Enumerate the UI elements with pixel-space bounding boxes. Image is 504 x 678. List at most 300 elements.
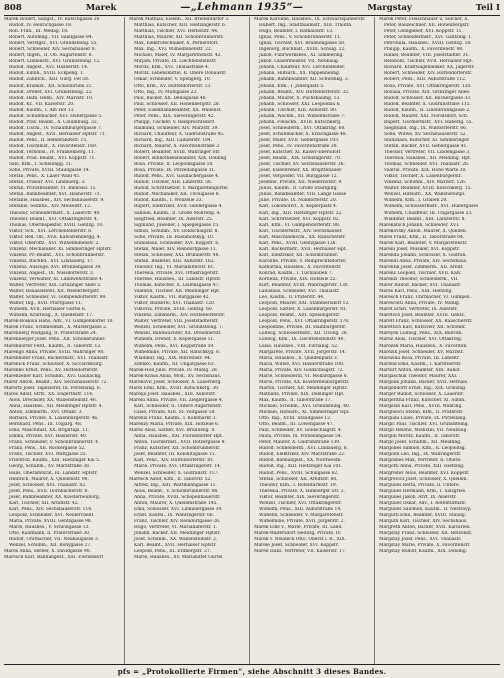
directory-entry: Robert, Schneider, XIV. Sechshauser 8. xyxy=(9,47,96,53)
directory-entry: Wenzel, Tischler, XVI. Ottakringerstr. xyxy=(259,500,343,506)
directory-entry: Stefan, Beamter, XIII. Auhofstr. 162. xyxy=(134,258,216,264)
directory-entry: Karl, Pens., XIV. Sechshauserstr. 114. xyxy=(9,506,93,512)
directory-entry: Luise, Private, XIII. St. Veitgasse 18. xyxy=(134,410,216,416)
directory-entry: Vinzenz, Mechaniker, XI. Simmeringer Hptstr. xyxy=(9,246,112,252)
directory-entry: Julie, Private, IX. Nußdorferstr. 20. xyxy=(259,198,338,204)
directory-entry: Kurt, Beamter, XVIII. Währingerstr. 130. xyxy=(259,283,349,289)
directory-entry: Matthias, Maurer, XII. Schönbrunnerstr. xyxy=(134,35,224,41)
directory-entry: Theodor, Vertreter, VII. Lindengasse 3. xyxy=(384,150,471,156)
directory-entry: Ludwig, Kfm., IX. Liechtensteinstr. 40. xyxy=(259,337,345,343)
directory-entry: Josef, Schlosser, XVI. Thaliastr. 82. xyxy=(9,482,87,488)
directory-entry: Walter, Ing., XVII. Pfarrgasse 11. xyxy=(9,301,83,307)
directory-entry: Walter, Schneider, VI. Gumpendorferstr. 98. xyxy=(9,295,107,301)
directory-entry: Stefan, Schlosser, XXI. Brünnerstr. 48. xyxy=(134,252,220,258)
directory-entry: Rudolf, Pens., II. Rembrandtstr. 15. xyxy=(9,137,88,143)
directory-entry: Maria, Private, XVIII. Gentzgasse 98. xyxy=(9,518,92,524)
directory-entry: Marele Josef, Schneider, XVI. Koppstr. xyxy=(254,543,339,549)
directory-entry: Josef, Tischler, XV. Sechshauserstr. 36. xyxy=(259,162,345,168)
directory-entry: Paul, Schneider, XV. Goldschlagstr. 4. xyxy=(259,428,343,434)
page-header xyxy=(4,2,500,14)
directory-entry: Josef, Schneiderm., XVI. Ottakring. 60. xyxy=(259,125,346,131)
directory-entry: Johann, Maurer, X. Puchsbaumg. 13. xyxy=(259,95,341,101)
directory-entry: Rudolf, Hafn. Hebb., XIV. Märzstr. 10. xyxy=(9,95,94,101)
directory-entry: Emma, Private, XVI. Hasnerstr. 40. xyxy=(9,434,88,440)
directory-entry: Marekovsky Anton, Maurer, X. Quellen. xyxy=(379,228,468,234)
directory-entry: Margstay Rudolf, Kaufm., XIX. Döbling. xyxy=(379,549,468,555)
directory-entry: Margendorff Ernst, Ing., XIX. Grinzing. xyxy=(379,385,467,391)
directory-entry: Johann, Chauffeur, XVI. Lerchenfelder. xyxy=(259,65,346,71)
directory-entry: Marer Rudolf, Bäcker, XVI. Thaliastr. xyxy=(379,283,462,289)
directory-entry: Margulies Oskar, Adv., I. Rotenturmstr. xyxy=(379,500,467,506)
directory-entry: Stefan, Pens., X. Laaer Wald 45. xyxy=(9,174,81,180)
directory-entry: Jakob, Glasermeister, VII. Neubaug. xyxy=(259,59,340,65)
directory-entry: Rosa, Private, XVI. Ottakringerstr. 120. xyxy=(384,83,472,89)
directory-entry: Marenzeller Karl, Schuhm., XVI. Gaullachg. xyxy=(4,373,102,379)
directory-entry: Margo Josef, Schuhm., XII. Meidling. xyxy=(379,440,462,446)
directory-entry: Ladislaus, Schneider, XVI. Thaliastr. xyxy=(259,289,340,295)
directory-entry: Margulies Hermann, Kfm., I. Salzgries. xyxy=(379,488,467,494)
directory-entry: Sofie, Private, XVIII. Staudgasse 14. xyxy=(9,168,90,174)
directory-entry: Viktor, Kaufm., VII. Burggasse 42. xyxy=(134,295,210,301)
directory-column-3 xyxy=(254,17,375,664)
directory-entry: Rudolf, Maurer, XXI. Floridsdorf, Sch. xyxy=(384,113,469,119)
directory-entry: Viktor, Beamter, XIX. Sieveringerstr. xyxy=(259,494,341,500)
directory-entry: Marertz Josef, Tapezierer, IX. Porzellang. 6. xyxy=(4,385,102,391)
directory-entry: Petronilla, Hausbes., XVIII. Gentzg. 18. xyxy=(384,41,472,47)
directory-entry: Marenhofer Franz, Bäckermstr., XVI. Thaliastr. xyxy=(4,355,109,361)
directory-entry: Theodor, Kfm., I. Rotenturmstr. 19. xyxy=(259,482,338,488)
directory-entry: Rudolf, IV. Heurichgasse 18. xyxy=(9,23,73,29)
directory-entry: Marenko Ernst, Pens., XV. Hütteldorferstr. xyxy=(4,367,99,373)
directory-entry: Peter, Gelbgießer, XVI. Koppstr. 11. xyxy=(384,29,463,35)
directory-entry: Karl, Schriftsetzer, XVI. Koppstr. 82. xyxy=(259,216,340,222)
directory-entry: Stefan, Bäcker, XVII. Geblergasse 41. xyxy=(384,143,468,149)
directory-entry: Margulies Berta, Private, II. Untere. xyxy=(379,482,460,488)
directory-entry: Rudolf, Pens., XVI. Gaullachergasse 4. xyxy=(134,174,220,180)
directory-entry: Josef, Schuhm., XX. Wallensteinstr. 2. xyxy=(134,537,218,543)
directory-entry: Zdenko, Kaufm., III. Ungargasse 63. xyxy=(134,361,216,367)
directory-entry: Viktor, Bed. Ob., XVII. Kalvarienbergg. 4. xyxy=(9,234,101,240)
directory-entry: Marguth Karl, Tischler, XIV. Sechshaus. xyxy=(379,518,468,524)
directory-entry: Rudolf, Kr., VII. Kaiserstr. 20. xyxy=(9,101,75,107)
directory-entry: Maria, Private, XIV. Goldschlagstr. 72. xyxy=(259,367,344,373)
directory-entry: Valentin, Tischler, XII. Meidlinger Hpt. xyxy=(134,289,221,295)
directory-entry: Marer Anton, Beamt., XIV. Sechshauserstr. 72. xyxy=(4,379,108,385)
directory-entry: Wilhelm, Pens., XVI. Koppstraße 59. xyxy=(134,343,215,349)
directory-entry: Stefan, Bankbeamter, XVI. Hasnerstr. 73. xyxy=(9,192,101,198)
directory-entry: Heinrich, Maurer, X. Quellenstr. 98. xyxy=(9,476,89,482)
directory-entry: Leopold, Schneider, XVI. Neulerchenf. xyxy=(9,512,95,518)
directory-entry: Robert, Automng., VII. Sandgasse 84. xyxy=(9,35,94,41)
directory-entry: Therese, Hausbes., III. Landstr. Hptstr. xyxy=(134,277,222,283)
directory-entry: Karoline, Private, V. Reinprechtsdorfer. xyxy=(259,258,347,264)
directory-entry: Sigmund, Juwelier, I. Spiegelgasse 15. xyxy=(134,222,220,228)
directory-entry: Josefine, Private, XII. Niederhofstr. 9. xyxy=(259,180,343,186)
directory-entry: Marescotti Anna, Private, IV. Mühlg. xyxy=(379,301,461,307)
directory-entry: Margreiter Alois, Beamter, XVI. Koppstr. xyxy=(379,470,470,476)
directory-entry: Maria, Witwe, XVI. Hasnerstraße 108. xyxy=(259,361,345,367)
directory-entry: Hubert, Ing., Stadtbaumstr., XIII. Trautm. xyxy=(259,23,353,29)
directory-entry: Rudolf, Tischl., IV. Schaumburgergasse 7. xyxy=(9,125,102,131)
directory-entry: Marez Alois, Tischler, XVI. Ottakring. xyxy=(379,337,463,343)
directory-entry: Josef, Beamt., XIX. Grinzingerstr. 70. xyxy=(259,156,342,162)
directory-entry: Marenberg Wolfgang, II. Praterstraße 24. xyxy=(4,331,98,337)
directory-entry: Karl, Tischler, XII. Arndtstr. 42. xyxy=(9,500,79,506)
directory-entry: Robert, Ingen., II. Ob. Augartenstr. 8. xyxy=(9,53,93,59)
directory-entry: Richard, Chauffeur, X. Gudrunstraße 45. xyxy=(134,131,225,137)
directory-entry: Paul, Bäcker, XX. Denisgasse 48. xyxy=(134,95,207,101)
directory-entry: Marenick Franz, Schlosser, X. Siccardsburg. xyxy=(4,361,104,367)
directory-entry: Margstay Franz, Schlosser, XII. Hetzendf. xyxy=(379,530,473,536)
directory-entry: Karl, Pens., XVIII. Gentzgasse 126. xyxy=(259,240,337,246)
footer-note: pfs = „Protokollierte Firmen“, siehe Abschnitt 3 dieses Bandes. xyxy=(117,666,387,676)
directory-entry: Michael, Hilfsarb., XI. Simmeringer Hpt. xyxy=(259,410,350,416)
directory-entry: Margoshes Max, Vertreter, II. Obere. xyxy=(379,458,462,464)
directory-entry: Stefan, Friseur, XVI. Lindauerg. 3. xyxy=(9,180,86,186)
directory-entry: Moritz, Kfm., XVI. Thaliastraße 4. xyxy=(134,65,210,71)
directory-entry: Anna, Hausbes., XXI. Floridsdorfer Hpt. xyxy=(134,434,224,440)
directory-entry: Josef, Vergolder, VII. Burggasse 12. xyxy=(259,174,338,180)
directory-entry: Rudolf, Angest., XVI. Hasnerstr. 14. xyxy=(9,65,89,71)
directory-entry: Wenzel, Schneider, X. Gudrunstr. 117. xyxy=(134,470,219,476)
directory-entry: Marek Edle v., Marie, Private, III. Land. xyxy=(254,524,343,530)
directory-entry: Rudolf, Einbh., XVIII. Eckpeng. 1. xyxy=(9,71,85,77)
directory-entry: Rudolf, Uhrmacher, VII. Neubaugasse 3. xyxy=(9,537,100,543)
directory-entry: Max, Kaufm., II. Taborstraße 17. xyxy=(259,397,332,403)
directory-entry: Marelli Anna, Private, VII. Zieglergasse 4. xyxy=(129,397,223,403)
directory-entry: Marell Karl, Beamter, V. Margaretenstr. xyxy=(379,240,468,246)
directory-entry: Ingeborg, Buchhalt., XVIII. Schulg. 22. xyxy=(259,47,346,53)
directory-entry: Josef, Beamter, III. Kolonitzgasse 11. xyxy=(134,452,216,458)
directory-entry: Robert, Pens., XIII. Auhofstraße 112. xyxy=(384,77,467,83)
directory-entry: Marfeld Emil, Kaufm., I. Kärntnerstr. xyxy=(379,361,462,367)
directory-entry: Margreth Anton, Bäcker, XVII. Kalvarien. xyxy=(379,524,471,530)
directory-entry: Stefan, Maler, XIV. Reindorfgasse 11. xyxy=(134,246,218,252)
directory-entry: Martin, Tischler, XII. Meidlinger Hptstr. xyxy=(259,385,348,391)
directory-entry: Marie, Private, XVI. Ottakringerstr. 14. xyxy=(134,464,222,470)
directory-entry: Peter, Schneidermstr., XVI. Galitzing. 1. xyxy=(384,35,473,41)
directory-entry: Emil, Maschinist, XX. Brigittapl. 11. xyxy=(9,428,90,434)
directory-entry: Georg, Schuhm., XV. Märzstraße 38. xyxy=(9,464,91,470)
directory-entry: Sofie, Private, III. Rasumofskyg. 10. xyxy=(134,234,215,240)
directory-entry: Rudolf, Ing., XIII. Hietzinger Kai 101. xyxy=(259,464,343,470)
directory-entry: Rudolf, Tischlmst., X. Favoritenstr. 169. xyxy=(9,143,98,149)
directory-entry: Wilhelm, XVII. Hernalser Gürtel 6. xyxy=(9,307,87,313)
directory-entry: Marghescu Stefan, Kfm., II. Praterstr. xyxy=(379,410,464,416)
directory-entry: Ludwig, Schlossermstr., XII. Tivolig. 26. xyxy=(259,331,349,337)
directory-entry: Stanislaus, Kutscher, XI. Simmeringer. xyxy=(384,137,470,143)
directory-entry: Mares Karl, Pens., XIII. Hietzing. xyxy=(379,289,453,295)
directory-entry: Rudolf, Kaufm., I. Wollzeile 33. xyxy=(134,198,203,204)
header-section-label: Teil I xyxy=(475,3,500,13)
directory-entry: Julius, Kaufm., II. Große Stadtgutg. xyxy=(259,186,338,192)
directory-entry: Marengo Anna, Private, XVIII. Währinger 98. xyxy=(4,349,105,355)
directory-entry: Katharina, Hausbes., X. Favoritenstr. xyxy=(259,264,342,270)
directory-entry: Otto, Beamt., III. Löwengasse 47. xyxy=(259,422,334,428)
directory-entry: Maren Hans, Vertreter, VII. Kaiserstr. 17. xyxy=(254,549,347,555)
directory-entry: Wenzel, Bahnwächter, XX. Dresdnerstr. xyxy=(134,331,222,337)
directory-entry: Johann, Bahnbeamter, XII. Schwenkg. 3. xyxy=(259,77,350,83)
directory-entry: Rudolf, Bahnangest., XX. Nordwestb. xyxy=(259,458,342,464)
directory-entry: Robert, Bibliotheksbeamter, XIX. Döbling xyxy=(134,156,227,162)
directory-entry: Marett Franz, Schlosser, XX. Rauscherstr. xyxy=(379,319,473,325)
directory-entry: Johann, Bäcker, XII. Meidlinger Hptstr. xyxy=(134,530,221,536)
directory-entry: Margulies Salomon, Kaufm., II. Nestroyp. xyxy=(379,506,472,512)
directory-entry: Karl, Beamt., XVII. Hernalser Hptstr. xyxy=(134,543,217,549)
directory-entry: Otto, Kaufmann, II. Praterstraße 30. xyxy=(9,530,91,536)
header-rule xyxy=(4,15,500,16)
directory-entry: Rudolf, Präd. Beamt., XVI. Koppstr. 71. xyxy=(9,156,96,162)
directory-column-2 xyxy=(129,17,250,664)
directory-entry: Marezek Maria, Hausbes., X. Favoriten. xyxy=(379,343,468,349)
directory-entry: Leopold, Sattler, X. Laxenburgerstr. 81. xyxy=(259,307,348,313)
directory-entry: Rupert, Elektriker, XVII. Geblergasse 4. xyxy=(134,204,223,210)
directory-entry: Franz, Schneider, V. Schönbrunnerstr. 4. xyxy=(9,440,100,446)
header-left-word: Marek xyxy=(85,3,117,13)
directory-entry: Wilhelm, Schlossermstr., XVI. Hubergasse xyxy=(384,204,479,210)
directory-column-4 xyxy=(379,17,500,664)
directory-entry: Otto, Ing., IV. Mühlgasse 23. xyxy=(134,89,198,95)
directory-entry: Marenzi Franz, Kaufm., I. Kohlmarkt 3. xyxy=(129,416,217,422)
directory-entry: Marfurt Anton, Beamter, XIII. Auhof. xyxy=(379,367,461,373)
directory-entry: Viktor, Oberoffz., XVI. Wilhelminenstr. 2. xyxy=(9,240,100,246)
directory-entry: Alfred, Ing., XIII. Wattmanngasse 11. xyxy=(134,482,217,488)
directory-entry: Marentik Josef, Zimmerm., XII. Arndt. xyxy=(379,264,464,270)
directory-entry: Marek v. Neudeck Otto, Oberst i. R., XIX. xyxy=(254,537,346,543)
directory-entry: Oskar, Schneider, V. Spengerg. 10. xyxy=(134,77,212,83)
directory-entry: Wilhelm, Dreher, X. Keplergasse 11. xyxy=(134,337,215,343)
directory-entry: Wenzel, Hilfsarb., XX. Wallensteinpl. xyxy=(384,192,466,198)
directory-entry: Max, Elektrotechniker, X. Pernerstorf. xyxy=(134,41,219,47)
directory-entry: Margstay Marie, Private, X. Favoritenstr. xyxy=(379,543,471,549)
directory-entry: Marenzy Maria, Private, XIX. Hofzeile 6. xyxy=(129,422,220,428)
directory-entry: Mareš Alois, Sattler, XVI. Brunneng. 4. xyxy=(129,428,216,434)
directory-entry: Josef, Pens., XVII. Dornbacherstr. 6. xyxy=(9,488,89,494)
directory-entry: Rudolf, Dreher, XVI. Grundsteing. 22. xyxy=(9,89,93,95)
directory-entry: Otto, Ing., XVIII. Staudgasse 12. xyxy=(259,416,332,422)
directory-entry: Thomas, Oberinspektor, XVIII. Gentzg. 10. xyxy=(9,222,104,228)
directory-entry: Julius, Bankbeamter, VIII. Lange Gasse xyxy=(259,192,347,198)
directory-entry: Wilhelm, Pens., XIII. Auhofstraße 14. xyxy=(259,506,342,512)
directory-entry: Marek-Boskola Hans, Adv., VI. Gumpendorfer 10. xyxy=(4,319,114,325)
directory-entry: Rudolf, Präv. Beamt., X. Columbusg. 32. xyxy=(9,119,99,125)
directory-entry: Vinzenz, Verwalter, XI. Landwehrstraße 4. xyxy=(9,277,104,283)
directory-entry: Maresch Franz, Uhrmacher, VI. Gumpen. xyxy=(379,295,471,301)
directory-entry: Stefan, Privatbeamter, VI. Rienössl. 15. xyxy=(9,186,97,192)
directory-entry: Karl, Kfm., VI. Gumpendorferstr. 88. xyxy=(259,222,341,228)
directory-entry: Friedrich, Kaufm., XIII. Hietzinger Kai 5. xyxy=(9,458,101,464)
directory-entry: Leopold, Pens., III. Erdbergstr. 27. xyxy=(134,549,212,555)
directory-entry: Vinzenz, Auszüge, XVI. Brunnengasse 39. xyxy=(9,264,102,270)
directory-entry: Johann, Hilfsarb., XX. Pappenheimg. xyxy=(259,71,341,77)
directory-entry: Wilhelm, Kfm., I. Graben 20. xyxy=(384,198,448,204)
directory-entry: Jakob, Fuhrwerksbes., XI. Simmering. xyxy=(259,53,344,59)
directory-entry: Anna, Private, XVIII. Schopenhauerstr. xyxy=(134,494,221,500)
page-footer xyxy=(4,664,500,677)
directory-entry: Margit Helene, Modistin, VII. Neubaug. xyxy=(379,428,468,434)
directory-entry: Theodor, Schneidermstr., X. Laaerstr. 40. xyxy=(9,210,101,216)
directory-entry: Maretsch Josef, Beamter, XVIII. Gentz. xyxy=(379,313,466,319)
header-right-word: Margstay xyxy=(367,3,412,13)
directory-entry: Vinzenz, Buchbd., XVI. Lindauerg. 17. xyxy=(9,258,94,264)
directory-entry: Moritz, Lebensmittel, II. Obere Donaustr. xyxy=(134,71,227,77)
directory-entry: Josef, Pens., IV. Favoritenstraße 38. xyxy=(259,143,338,149)
directory-entry: Marenzi Theodor, Schneiderm., VII. xyxy=(379,277,459,283)
directory-entry: Margesin Karl, Pens., XVIII. Währing. xyxy=(379,404,463,409)
directory-entry: Alois, Beamt., V. Schönbrunnerstr. 88. xyxy=(134,488,219,494)
directory-entry: Valerie, Private, XIX. Hohe Warte 30. xyxy=(384,168,467,174)
directory-entry: Richard, Maurer, X. Favoritenstraße 3. xyxy=(134,143,221,149)
directory-entry: Simon, Schuhm., XV. Goldschlagstr. 8. xyxy=(134,228,219,234)
directory-entry: Anton, Zimmerm., XVI. Ottakr. 3. xyxy=(9,410,83,416)
directory-entry: Siegmund, Ing., IX. Nußdorferstr. 66. xyxy=(384,125,468,131)
directory-entry: Paul, Schlosser, XII. Hohenbergstr. 28. xyxy=(134,101,221,107)
directory-entry: Marendorfer Ferd., Kaufm., II. Taborstr. 12. xyxy=(4,343,102,349)
directory-entry: Franz, Tischler, XVI. Wattgasse 55. xyxy=(9,452,87,458)
directory-entry: Salo, Kfm., I. Schellingg. 11. xyxy=(9,162,73,168)
directory-entry: Josef, Bahnbeamter, XX. Klosterneuburg. xyxy=(9,494,101,500)
directory-entry: Michael, Schuhm., XVI. Grundsteing. 40. xyxy=(259,404,351,409)
directory-entry: Johann, Beamt., XIV. Hütteldorferstr. 32. xyxy=(259,89,350,95)
directory-entry: Marel Emil, Kfm., XVIII. Kutschkerg. 30. xyxy=(129,385,220,391)
directory-entry: Josef, Maler, XVII. Geblergasse 103. xyxy=(259,137,340,143)
directory-entry: Rudolf, Beamter, X. Gudrunstraße 115. xyxy=(384,101,471,107)
directory-entry: Karl, Tischlermstr., XIV. Sechshauser. xyxy=(259,228,343,234)
directory-entry: Ignaz, Pens., V. Schönbrunnerstr. 11. xyxy=(259,35,342,41)
directory-entry: Richard, Kraftwagenlenker, XX. Jägerstr. xyxy=(384,65,475,71)
directory-entry: Stanislaus, Schneider, XVI. Koppstr. 6. xyxy=(134,240,220,246)
directory-entry: Marek Franz, Schmiedmst., X. Mustergasse 2. xyxy=(4,325,108,331)
directory-entry: Margulies Jakob, Arzt, IX. Alserstr. xyxy=(379,494,457,500)
directory-entry: Thomas, Schneider, XVI. Thaliastr. 26. xyxy=(384,162,470,168)
directory-entry: Wladimir, Ing., XIX. Billrothstr. 44. xyxy=(134,355,212,361)
directory-entry: Rudolf, Kaufm., I. Am Hof 13. xyxy=(9,107,75,113)
directory-entry: Marenz Leopold, Tischler, XVII. Kalv. xyxy=(379,270,462,276)
directory-entry: Stefanie, Sellhtls., XIV. Meiselstr. 12. xyxy=(9,204,92,210)
directory-entry: Marglin Moritz, Kaufm., II. Taborstr. xyxy=(379,434,461,440)
directory-entry: Margaschuk Theodor, Maurer, XXI. xyxy=(379,373,458,379)
directory-entry: Margrevicz Josef, Schlosser, X. Quellen. xyxy=(379,476,468,482)
directory-entry: Maret Ernst, Vertreter, IX. Alserstr. xyxy=(379,307,458,313)
directory-entry: Rosa, Private, IX. Porzellangasse 31. xyxy=(134,168,216,174)
directory-entry: Wenzel, Schuhm., XII. Bonygasse 27. xyxy=(9,543,92,549)
directory-entry: Peter, Maurer, X. Gudrunstraße 139. xyxy=(259,440,341,446)
directory-entry: Marek-Waltersdorf Hedwig, Private, IV. xyxy=(254,530,342,536)
directory-entry: Thomas, Kutscher, X. Leibnizgasse 47. xyxy=(134,283,220,289)
directory-entry: Margolies Samuel, Kfm., II. Leopoldsg. xyxy=(379,446,466,452)
directory-entry: Matthias, Kutscher, XIII. Hietzingerstr. 6. xyxy=(134,23,227,29)
directory-entry: Marel Franz, Kfm., II. Taborstraße 64. xyxy=(379,234,465,240)
directory-entry: Reinhold, Tischler, XVII. Hernalser Hpt. xyxy=(384,59,473,65)
directory-entry: Hugo, Beamter, I. Rathausstr. 13. xyxy=(259,29,334,35)
directory-entry: Margutti Emil, Beamter, XVIII. Staudg. xyxy=(379,512,467,518)
directory-entry: Anton, Maurer, X. Quellenstraße 145. xyxy=(134,500,218,506)
directory-entry: Vinzenz, Schuhm., XIV. Märzstr. 126. xyxy=(384,180,467,186)
directory-entry: Rob. Fran., III. Medag. 18. xyxy=(9,29,69,35)
directory-entry: Walter, Vertreter, XIX. Grinzinger Allee 5. xyxy=(9,283,102,289)
directory-entry: Rudolf, Tischler, XIII. Linzerstr. 56. xyxy=(134,180,213,186)
directory-entry: Marettich Karl, Kutscher, XII. Schönbr. xyxy=(379,325,466,331)
directory-entry: Anna, Hausbes., XII. Meidlinger Hptstr. 4. xyxy=(9,404,103,409)
directory-entry: Marezina Rosa, Private, III. Landstr. xyxy=(379,355,460,361)
directory-entry: Rudolf, Schlosser, XII. Ruckergasse 33. xyxy=(384,95,472,101)
directory-entry: Rafael, Beamter, VIII. Josefstädter. 31. xyxy=(384,53,470,59)
directory-entry: Rudolf, Elektriker, XIV. Märzstraße 22. xyxy=(259,452,346,458)
directory-entry: Josef, Eisendreher, XX. Brigittenauer. xyxy=(259,168,343,174)
directory-entry: Kornelia, Private, XIX. Hofzeile 22. xyxy=(259,277,337,283)
directory-entry: Rudolf, Krankst., XII. Schönbrunn 21. xyxy=(9,83,93,89)
directory-entry: Theodor, Beamt., XVI. Ottakringerstr. 4. xyxy=(9,216,99,222)
directory-entry: Marešch Karl, Bahnangest., XXI. Floridsdorf xyxy=(4,555,104,561)
directory-entry: Rudolf, Zahntch., XIII. Gurg. Fel 58. xyxy=(9,77,90,83)
directory-entry: Anton, Tischlermst., XVII. Rötzergasse 9. xyxy=(134,440,226,446)
directory-entry: Theresia, Private, X. Himberger Str. 2. xyxy=(259,488,345,494)
directory-entry: Johann, Fleischh., XVIII. Kutschkerg. xyxy=(259,119,342,125)
directory-entry: Johann, Tischler, XIII. Auhofstr. 80. xyxy=(259,107,338,113)
directory-entry: Johann, Schlosser, XXI. Leopoldau 6. xyxy=(259,101,341,107)
header-title: —„Lehmann 1935“— xyxy=(180,2,304,13)
directory-entry: Karl, Lokomotivf., X. Keplerplatz 4. xyxy=(259,204,338,210)
directory-entry: Johann, Wachm., XII. Wilhelmstraße 7. xyxy=(259,113,346,119)
directory-entry: Marek Robert, Silbgst., IV. Ratschgasse 20 xyxy=(4,17,100,22)
directory-entry: Marek Karoline, Hausbes., IX. Schwarzspanierstr. xyxy=(254,17,366,22)
directory-entry: Peter, Pens., XIX. Sieveringerstr. 42. xyxy=(134,113,215,119)
directory-entry: Karl, Maschinenschl., XX. Rauscherstr. xyxy=(259,234,346,240)
directory-columns xyxy=(4,17,500,664)
directory-entry: Marek Peter, Fleischhauer u. Selcher, X. xyxy=(379,17,469,22)
directory-entry: Matthias, Tischler, XVI. Herbststr. 44. xyxy=(134,29,219,35)
directory-entry: Wilhelm, Schneider, V. Margaretenstr. xyxy=(259,512,344,518)
directory-entry: Josef, Kutscher, XI. Kaiser-Ebersdorf. xyxy=(259,150,342,156)
directory-entry: Margolin Leo, Ing., IX. Währingerstr. xyxy=(379,452,462,458)
directory-entry: Barbara, Private, X. Laxenburgerstr. 46. xyxy=(9,416,99,422)
directory-entry: Rudolf, Pens., XVIII. Schulgasse 62. xyxy=(259,470,339,476)
directory-entry: Stefanie, Hausbes., XIV. Sechshauserstr. 9. xyxy=(9,198,105,204)
directory-entry: Hugo, Vertreter, VI. Mariahilferstr. 1. xyxy=(134,524,218,530)
directory-entry: Marelli Josef, Musiker, XVI. Koppstr. xyxy=(379,246,460,252)
directory-entry: Samuel, Kaufm., II. Große Mohreng. 4. xyxy=(134,210,221,216)
directory-entry: Karl, Schneider, II. Untere Augartenstr. xyxy=(134,404,223,409)
directory-entry: Max, Ing., XVI. Wilhelminenstr. 22. xyxy=(134,47,213,53)
directory-entry: Mares Adolf, Sfrtr., XX. Engerthstr. 114. xyxy=(4,391,94,397)
directory-entry: Margelik Johann, Bäcker, XVII. Hernals. xyxy=(379,379,469,385)
directory-entry: Rudolf, Ternöbsl., IV. Frankenberg. 11. xyxy=(9,150,96,156)
directory-entry: Karl, Ing., XIII. Hietzinger Hptstr. 22. xyxy=(259,210,343,216)
directory-entry: Robert, Beamter, XVIII. Währinger Str. xyxy=(134,150,221,156)
directory-entry: Marie, Hausbes., XV. Mariahilfer Gürtel xyxy=(134,555,223,561)
directory-entry: Hans, Oberamtsrat, III. Landstr. Hptstr. xyxy=(9,470,98,476)
directory-entry: Karl, Bäckermstr., XVII. Hernalser Hpt. xyxy=(259,246,347,252)
directory-entry: Marekovic Josef, Schlosser, X. Laaerberg. xyxy=(129,379,222,385)
directory-entry: Theodor, Ing., VI. Mariahilferstr. 61. xyxy=(134,264,215,270)
directory-entry: Marenda Johann, Schlosser, X. Gudrun. xyxy=(379,252,467,258)
directory-entry: Luise, Hausbes., VIII. Florianig. 52. xyxy=(259,343,339,349)
directory-entry: Rudolf, Kaufm., II. Lilienbrunngasse 2. xyxy=(384,107,471,113)
directory-column-1 xyxy=(4,17,125,664)
directory-entry: Viktoria, Private, XVIII. Gentzg. 60. xyxy=(134,307,214,313)
directory-entry: Rudolf, Schriftsetzer, V. Margaretengürtel xyxy=(134,186,228,192)
directory-entry: Leopold, Maurer, XXI. Stammersdorf 12. xyxy=(259,301,350,307)
directory-entry: Ernst, Kaufm., IX. Währingerstr. 66. xyxy=(134,512,215,518)
directory-entry: Margiani Luise, Private, IX. Porzellang. xyxy=(379,416,467,422)
directory-entry: Konrad, Kaufm., I. Tuchlauben 7. xyxy=(259,270,333,276)
directory-entry: Rudolf, Schneiderm., XVI. Lindauerg. 8. xyxy=(259,446,348,452)
directory-entry: Marger Rudolf, Schlosser, X. Laaerstr. xyxy=(379,391,465,397)
directory-entry: Margic Paul, Tischler, XVI. Grundsteing. xyxy=(379,422,469,428)
directory-entry: Bernhard, Pens., III. Ungarg. 48. xyxy=(9,422,83,428)
directory-entry: Margeritha Franz, Kutscher, XI. Simm. xyxy=(379,397,466,403)
directory-entry: Paula, Private, IX. Porzellangasse 54. xyxy=(259,434,342,440)
